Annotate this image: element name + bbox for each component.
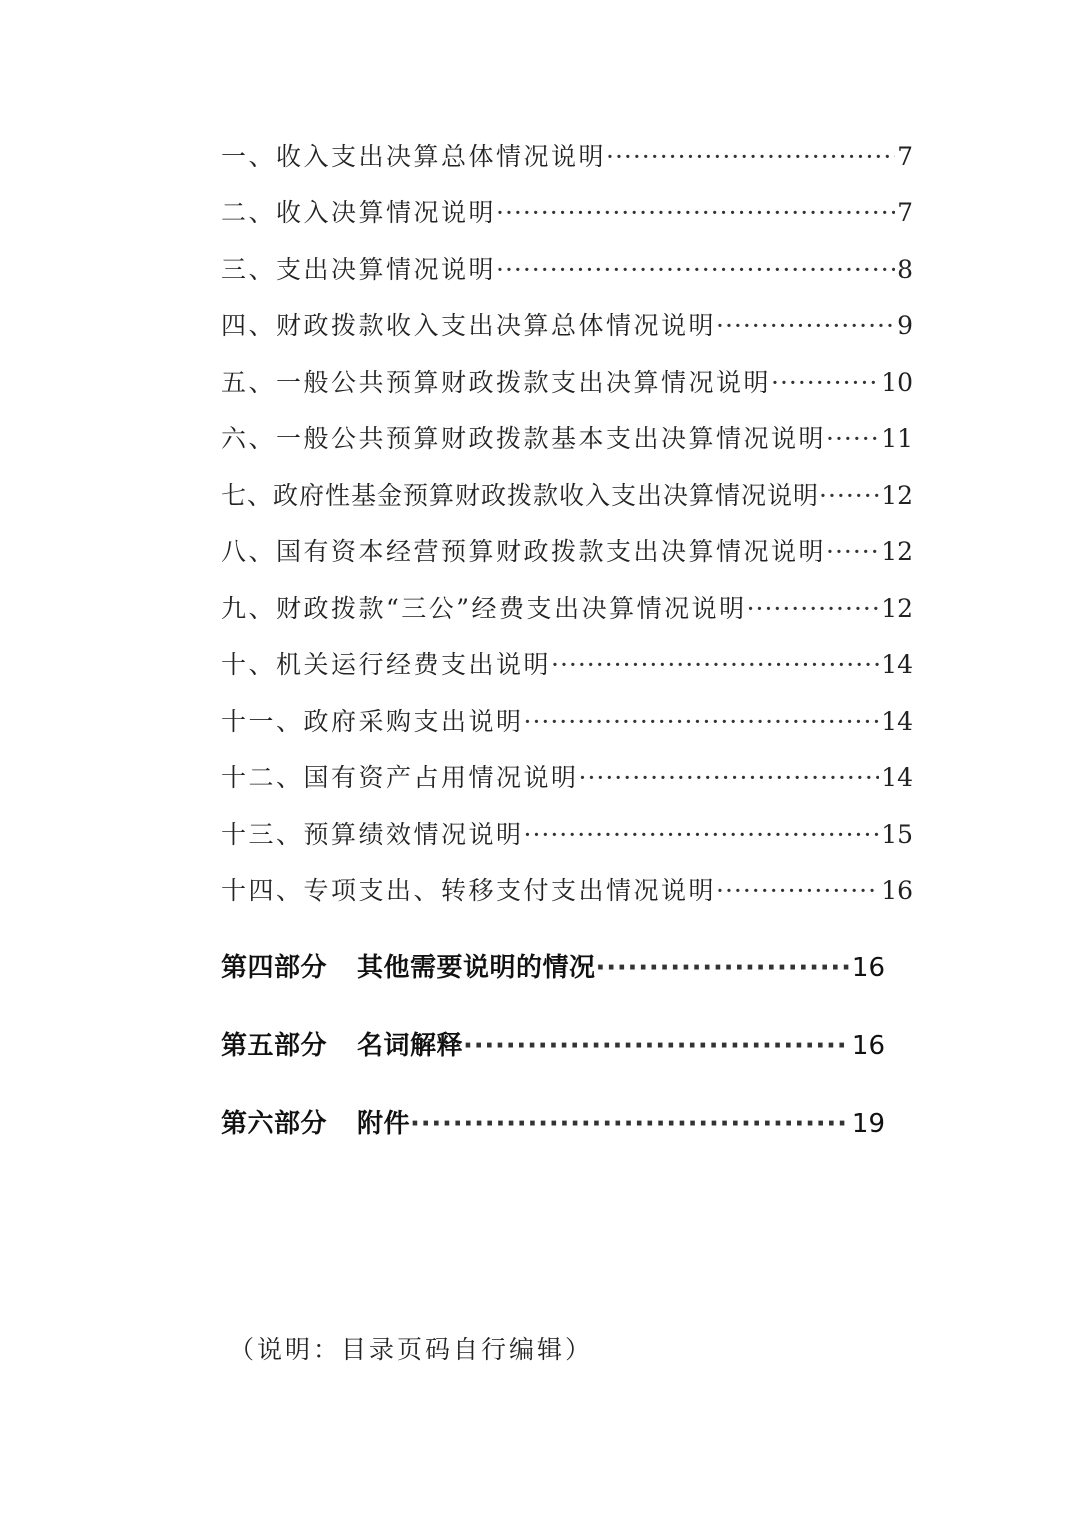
toc-page-number: 15 xyxy=(881,820,913,849)
toc-entry-12[interactable] xyxy=(221,758,913,798)
toc-page-number: 7 xyxy=(897,142,913,171)
toc-part-title: 名词解释 xyxy=(357,1031,464,1061)
toc-entry-label: 二、收入决算情况说明 xyxy=(221,198,497,227)
toc-entry-4[interactable] xyxy=(221,306,913,346)
toc-entry-7[interactable] xyxy=(221,476,913,516)
toc-entry-label: 五、一般公共预算财政拨款支出决算情况说明 xyxy=(221,368,772,397)
toc-entry-13[interactable] xyxy=(221,815,913,855)
toc-page-number: 8 xyxy=(897,255,913,284)
toc-part-title: 附件 xyxy=(357,1109,411,1139)
toc-page-number: 19 xyxy=(851,1109,885,1139)
toc-entry-label: 一、收入支出决算总体情况说明 xyxy=(221,142,607,171)
dot-leader xyxy=(596,948,850,988)
toc-page-number: 7 xyxy=(897,198,913,227)
toc-part-title: 其他需要说明的情况 xyxy=(357,953,596,983)
toc-part-number: 第六部分 xyxy=(221,1109,328,1139)
dot-leader xyxy=(496,193,895,233)
toc-page-number: 12 xyxy=(881,594,913,623)
toc-entry-label: 十四、专项支出、转移支付支出情况说明 xyxy=(221,876,717,905)
toc-page-number: 14 xyxy=(881,650,913,679)
toc-part-number: 第五部分 xyxy=(221,1031,328,1061)
toc-entry-label: 七、政府性基金预算财政拨款收入支出决算情况说明 xyxy=(221,481,820,510)
toc-page-number: 10 xyxy=(881,368,913,397)
toc-entry-label: 三、支出决算情况说明 xyxy=(221,255,497,284)
toc-entry-label: 十二、国有资产占用情况说明 xyxy=(221,763,579,792)
toc-page-number: 11 xyxy=(881,424,913,453)
dot-leader xyxy=(716,306,895,346)
toc-entry-label: 十三、预算绩效情况说明 xyxy=(221,820,524,849)
dot-leader xyxy=(524,815,880,855)
dot-leader xyxy=(716,871,879,911)
toc-page-number: 12 xyxy=(881,481,913,510)
toc-entry-5[interactable] xyxy=(221,363,913,403)
toc-entry-label: 十、机关运行经费支出说明 xyxy=(221,650,552,679)
toc-entry-1[interactable] xyxy=(221,137,913,177)
toc-entry-6[interactable] xyxy=(221,419,913,459)
toc-entry-11[interactable] xyxy=(221,702,913,742)
toc-page-number: 14 xyxy=(881,763,913,792)
toc-entry-label: 九、财政拨款“三公”经费支出决算情况说明 xyxy=(221,594,747,623)
dot-leader xyxy=(579,758,880,798)
toc-entry-label: 四、财政拨款收入支出决算总体情况说明 xyxy=(221,311,717,340)
toc-part-4[interactable] xyxy=(221,948,885,988)
dot-leader xyxy=(826,532,879,572)
dot-leader xyxy=(463,1026,850,1066)
toc-page-number: 12 xyxy=(881,537,913,566)
toc-part-number: 第四部分 xyxy=(221,953,328,983)
toc-entry-10[interactable] xyxy=(221,645,913,685)
toc-note: （说明：目录页码自行编辑） xyxy=(229,1335,594,1364)
dot-leader xyxy=(410,1104,850,1144)
dot-leader xyxy=(524,702,880,742)
toc-entry-14[interactable] xyxy=(221,871,913,911)
toc-page-number: 16 xyxy=(851,1031,885,1061)
dot-leader xyxy=(826,419,879,459)
dot-leader xyxy=(496,250,895,290)
dot-leader xyxy=(771,363,879,403)
toc-part-6[interactable] xyxy=(221,1104,885,1144)
toc-entry-label: 六、一般公共预算财政拨款基本支出决算情况说明 xyxy=(221,424,827,453)
toc-entry-8[interactable] xyxy=(221,532,913,572)
dot-leader xyxy=(551,645,879,685)
toc-part-5[interactable] xyxy=(221,1026,885,1066)
dot-leader xyxy=(747,589,880,629)
toc-entry-label: 十一、政府采购支出说明 xyxy=(221,707,524,736)
toc-page-number: 9 xyxy=(897,311,913,340)
toc-page-number: 16 xyxy=(851,953,885,983)
dot-leader xyxy=(606,137,895,177)
toc-entry-9[interactable] xyxy=(221,589,913,629)
toc-entry-3[interactable] xyxy=(221,250,913,290)
toc-page-number: 16 xyxy=(881,876,913,905)
toc-page-number: 14 xyxy=(881,707,913,736)
toc-entry-2[interactable] xyxy=(221,193,913,233)
dot-leader xyxy=(819,476,879,516)
toc-entry-label: 八、国有资本经营预算财政拨款支出决算情况说明 xyxy=(221,537,827,566)
